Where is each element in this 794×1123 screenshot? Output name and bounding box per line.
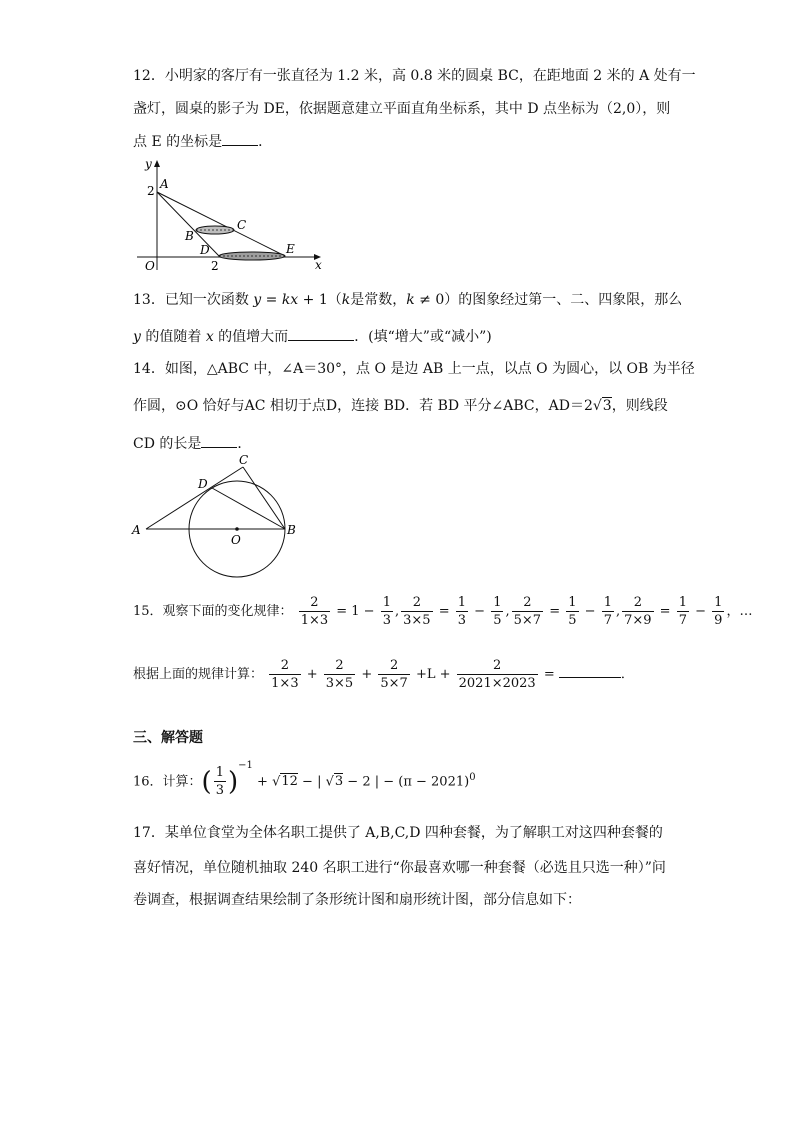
q15-frac-2a: $\frac{1}{3}$ [457, 595, 467, 628]
q14-line-CB [243, 467, 285, 529]
q14-line-AC [146, 467, 243, 529]
q14-line-DB [212, 488, 285, 529]
q16-lparen: ( [201, 766, 212, 797]
q14-point-A: A [132, 523, 141, 537]
q15-sum-frac-3: $\frac{2}{5\times 7}$ [380, 658, 408, 691]
q13-eq-const: 是常数， [350, 292, 407, 308]
q12-point-C: C [237, 218, 247, 232]
q13-text-b: 的值随着 [140, 329, 206, 345]
q13-y: y [133, 329, 141, 345]
q12-line-3 [133, 131, 272, 152]
q12-text: 点 E 的坐标是 [133, 134, 223, 150]
q15-answer-blank[interactable] [559, 663, 621, 678]
q15-frac-2b: $\frac{1}{5}$ [493, 595, 502, 628]
q13-eq-ne: ≠ 0）的图象经过第一、二、四象限，那么 [414, 292, 683, 308]
q15-eq-3: = [545, 604, 565, 619]
q13-eq-k: k [341, 292, 351, 308]
q13-eq-plus1: + 1（ [298, 292, 342, 308]
q12-origin-label: O [145, 259, 155, 273]
q13-x: x [205, 329, 214, 345]
q12-point-B: B [185, 229, 194, 243]
q13-eq-k2: k [406, 292, 415, 308]
q12-point-D: D [200, 243, 210, 257]
q14-line-3 [133, 433, 251, 454]
q16-sqrt-3: 3 [334, 774, 344, 790]
q14-point-C: C [239, 453, 249, 467]
q15-frac-2: $\frac{2}{3\times 5}$ [403, 595, 431, 628]
q13-eq-eq: = [261, 292, 282, 308]
q16-sqrt-sign-12: √ [272, 774, 281, 790]
q14-line-2 [133, 396, 668, 416]
q14-point-B: B [287, 523, 296, 537]
q15-eq-1: = 1 − [332, 604, 379, 619]
q15-period: ． [620, 667, 634, 682]
q16-rparen: ) [227, 766, 239, 797]
q15-ellipsis: ，… [726, 604, 753, 619]
q15-frac-3b: $\frac{1}{7}$ [603, 595, 612, 628]
q13-text-d: ．(填“增大”或“减小”) [354, 329, 492, 345]
q16-exp-neg1: −1 [238, 760, 253, 771]
q12-point-E: E [286, 242, 295, 256]
q15-calc: 根据上面的规律计算： [133, 667, 264, 682]
q15-sum-frac-last: $\frac{2}{2021\times 2023}$ [458, 658, 536, 691]
q15-sum-frac-1: $\frac{2}{1\times 3}$ [271, 658, 299, 691]
q15-line-2: 根据上面的规律计算： $\frac{2}{1\times 3}$ + $\frac{2}{3\times 5}$ + $\frac{2}{5\times 7}$ +L + $\frac{2}{2021\times 2023}$ = ． [133, 658, 634, 691]
q12-line-2: 盏灯，圆桌的影子为 DE，依据题意建立平面直角坐标系，其中 D 点坐标为（2,0），则 [133, 101, 671, 117]
q14-point-O: O [231, 533, 241, 547]
q15-frac-1: $\frac{2}{1\times 3}$ [300, 595, 329, 628]
q13-text-c: 的值增大而 [213, 329, 289, 345]
q15-frac-3: $\frac{2}{5\times 7}$ [513, 595, 542, 628]
q15-frac-4b: $\frac{1}{9}$ [714, 595, 723, 628]
q14-text-a: 作圆，⊙O 恰好与AC 相切于点D，连接 BD．若 BD 平分∠ABC，AD＝2 [133, 398, 593, 414]
q15-frac-3a: $\frac{1}{5}$ [568, 595, 577, 628]
q15-intro: 15．观察下面的变化规律： [133, 604, 293, 619]
q14-sqrt-sign: √ [592, 398, 602, 414]
q12-y-label: y [145, 157, 152, 171]
q13-eq-y: y [253, 292, 262, 308]
q12-period: ． [258, 134, 273, 150]
q15-frac-1b: $\frac{1}{3}$ [382, 595, 391, 628]
q17-line-1: 17．某单位食堂为全体名职工提供了 A,B,C,D 四种套餐，为了解职工对这四种套餐的 [133, 825, 663, 841]
q15-frac-4a: $\frac{1}{7}$ [678, 595, 687, 628]
q12-x-tick-2: 2 [211, 259, 219, 273]
q14-text-c: CD 的长是 [133, 436, 202, 452]
q14-figure [130, 452, 305, 582]
q12-x-label: x [315, 258, 322, 272]
q12-line-1: 12．小明家的客厅有一张直径为 1.2 米，高 0.8 米的圆桌 BC，在距地面 2 米的 A 处有一 [133, 68, 696, 84]
q13-answer-blank[interactable] [288, 326, 354, 341]
q13-line-2 [133, 326, 492, 347]
q15-eq-2: = [434, 604, 454, 619]
q12-line-AE [157, 192, 285, 256]
q12-point-A: A [160, 177, 169, 191]
q14-text-b: ，则线段 [611, 398, 668, 414]
q13-text-a: 13．已知一次函数 [133, 292, 254, 308]
q17-line-2: 喜好情况，单位随机抽取 240 名职工进行“你最喜欢哪一种套餐（必选且只选一种）”问 [133, 860, 666, 876]
q15-frac-4: $\frac{2}{7\times 9}$ [624, 595, 652, 628]
section-heading: 三、解答题 [133, 730, 203, 746]
q14-center-dot [235, 527, 239, 531]
q12-line-AD [157, 192, 219, 256]
q12-y-arrow [154, 160, 160, 167]
q17-line-3: 卷调查，根据调查结果绘制了条形统计图和扇形统计图，部分信息如下： [133, 892, 581, 908]
q13-line-1 [133, 290, 682, 310]
q16-exp-0: 0 [469, 772, 476, 783]
q14-answer-blank[interactable] [201, 433, 237, 448]
q16-sqrt-12: 12 [281, 774, 298, 790]
q14-point-D: D [198, 477, 208, 491]
q12-y-tick-2: 2 [147, 184, 155, 198]
q14-period: ． [237, 436, 252, 452]
q16-frac-third: $\frac{1}{3}$ [215, 765, 224, 799]
q16-intro: 16．计算： [133, 774, 202, 790]
q15-line-1: 15．观察下面的变化规律： $\frac{2}{1\times 3}$ = 1 − $\frac{1}{3}$ , $\frac{2}{3\times 5}$ = $\frac{1}{3}$ − $\frac{1}{5}$ , $\frac{2}{5\times 7}$ = $\frac{1}{5}$ − $\frac{1}{7}$ , $\frac{2}{7\times 9}$ = $\frac{1}{7}$ − $\frac{1}{9}$ ，… [133, 595, 753, 628]
q14-sqrt-3: 3 [602, 398, 612, 414]
q15-eq-4: = [655, 604, 675, 619]
q15-sum-frac-2: $\frac{2}{3\times 5}$ [325, 658, 354, 691]
q16-line: 16．计算：( $\frac{1}{3}$ )$^{-1}$ + √12 − | √3 − 2 | − $(\pi - 2021)^0$ [133, 760, 476, 799]
q13-eq-kx: kx [281, 292, 299, 308]
q16-sqrt-sign-3: √ [325, 774, 334, 790]
q12-answer-blank[interactable] [222, 131, 258, 146]
q14-line-1: 14．如图，△ABC 中，∠A＝30°，点 O 是边 AB 上一点，以点 O 为圆心，以 OB 为半径 [133, 361, 695, 377]
q12-figure [133, 155, 333, 275]
